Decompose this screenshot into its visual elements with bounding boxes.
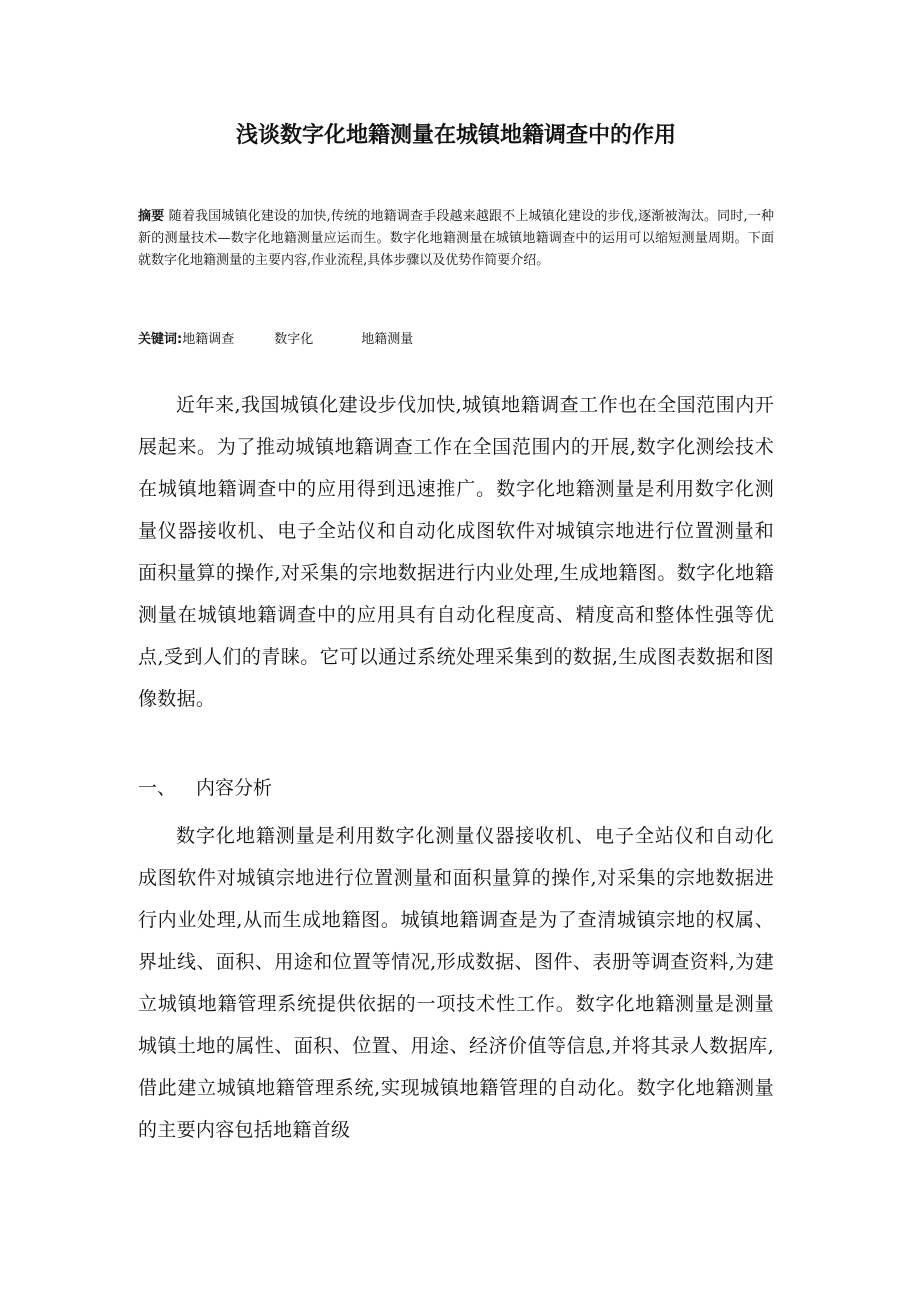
keywords [138,330,774,350]
keyword-item: 地籍调查 [182,332,235,347]
body-paragraph: 数字化地籍测量是利用数字化测量仪器接收机、电子全站仪和自动化成图软件对城镇宗地进行位置测量和面积量算的操作,对采集的宗地数据进行内业处理,从而生成地籍图。城镇地籍调查是为了查清城镇宗地的权属、界址线、面积、用途和位置等情况,形成数据、图件、表册等调查资料,为建立城镇地籍管理系统提供依据的一项技术性工作。数字化地籍测量是测量城镇土地的属性、面积、位置、用途、经济价值等信息,并将其录人数据库,借此建立城镇地籍管理系统,实现城镇地籍管理的自动化。数字化地籍测量的主要内容包括地籍首级 [138,825,774,1141]
section-number: 一、 [138,777,177,799]
section-title: 内容分析 [196,777,273,799]
keyword-item: 数字化 [274,332,314,347]
section-heading [138,767,272,809]
abstract [138,206,774,272]
body-paragraph: 近年来,我国城镇化建设步伐加快,城镇地籍调查工作也在全国范围内开展起来。为了推动城镇地籍调查工作在全国范围内的开展,数字化测绘技术在城镇地籍调查中的应用得到迅速推广。数字化地籍测量是利用数字化测量仪器接收机、电子全站仪和自动化成图软件对城镇宗地进行位置测量和面积量算的操作,对采集的宗地数据进行内业处理,生成地籍图。数字化地籍测量在城镇地籍调查中的应用具有自动化程度高、精度高和整体性强等优点,受到人们的青睐。它可以通过系统处理采集到的数据,生成图表数据和图像数据。 [138,394,774,710]
keywords-label: 关键词: [138,332,183,347]
keyword-item: 地籍测量 [361,332,414,347]
abstract-text: 随着我国城镇化建设的加快,传统的地籍调查手段越来越跟不上城镇化建设的步伐,逐渐被淘汰。同时,一种新的测量技术—数字化地籍测量应运而生。数字化地籍测量在城镇地籍调查中的运用可以缩短测量周期。下面就数字化地籍测量的主要内容,作业流程,具体步骤以及优势作简要介绍。 [138,209,774,268]
abstract-label: 摘要 [138,209,165,224]
document-title: 浅谈数字化地籍测量在城镇地籍调查中的作用 [235,123,676,148]
